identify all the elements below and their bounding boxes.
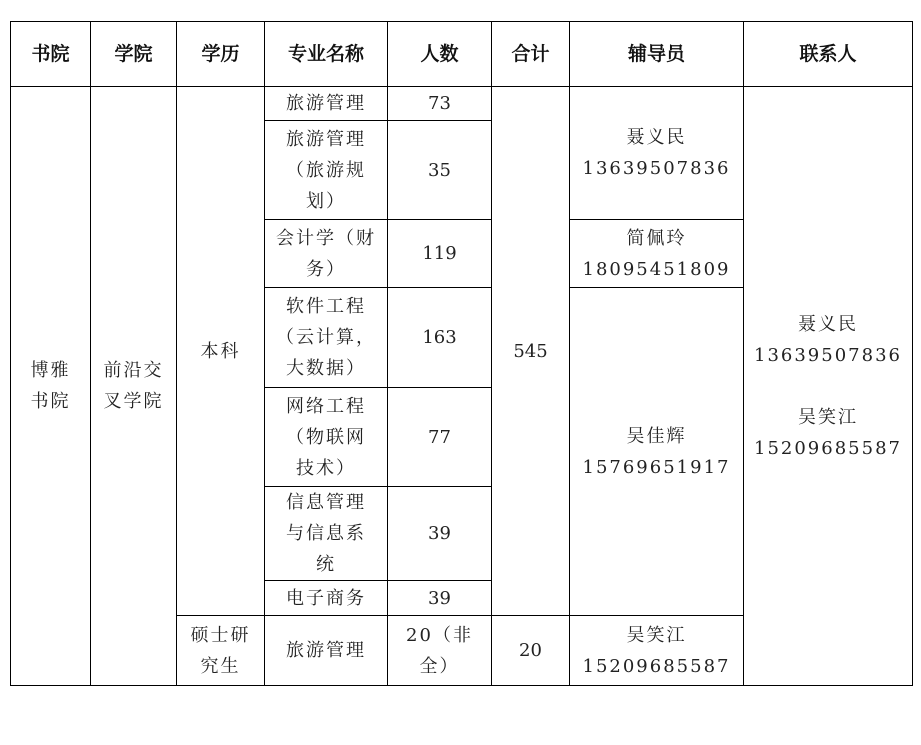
degree-undergrad-cell: 本科 xyxy=(177,87,265,616)
major-cell: 旅游管理 xyxy=(265,87,388,121)
header-count: 人数 xyxy=(388,22,492,87)
total-master-cell: 20 xyxy=(492,616,570,686)
count-cell: 73 xyxy=(388,87,492,121)
contact-spacer xyxy=(744,371,912,402)
contact-cell xyxy=(744,87,913,686)
header-major: 专业名称 xyxy=(265,22,388,87)
counselor-name: 聂义民 xyxy=(626,127,687,148)
contact-phone: 15209685587 xyxy=(754,437,902,459)
count-cell: 119 xyxy=(388,220,492,288)
counselor-phone: 18095451809 xyxy=(582,258,731,280)
count-cell: 20（非 全） xyxy=(388,616,492,686)
counselor-phone: 15209685587 xyxy=(582,655,731,677)
college-line: 博雅 xyxy=(30,360,71,381)
header-degree: 学历 xyxy=(177,22,265,87)
total-undergrad-cell: 545 xyxy=(492,87,570,616)
counselor-cell xyxy=(570,87,744,220)
header-school: 学院 xyxy=(91,22,177,87)
count-cell: 39 xyxy=(388,581,492,616)
count-cell: 39 xyxy=(388,487,492,581)
major-cell: 旅游管理 （旅游规 划） xyxy=(265,121,388,220)
degree-master-cell: 硕士研 究生 xyxy=(177,616,265,686)
major-cell: 信息管理 与信息系 统 xyxy=(265,487,388,581)
counselor-cell xyxy=(570,616,744,686)
school-line: 叉学院 xyxy=(103,391,164,412)
counselor-name: 简佩玲 xyxy=(626,227,687,249)
count-cell: 77 xyxy=(388,388,492,487)
college-cell xyxy=(11,87,91,686)
major-cell: 网络工程 （物联网 技术） xyxy=(265,388,388,487)
header-college: 书院 xyxy=(11,22,91,87)
school-line: 前沿交 xyxy=(103,360,164,381)
major-cell: 电子商务 xyxy=(265,581,388,616)
counselor-phone: 13639507836 xyxy=(582,158,731,179)
major-cell: 旅游管理 xyxy=(265,616,388,686)
counselor-name: 吴佳辉 xyxy=(626,425,687,447)
counselor-name: 吴笑江 xyxy=(626,624,687,646)
header-counselor: 辅导员 xyxy=(570,22,744,87)
school-cell xyxy=(91,87,177,686)
count-cell: 163 xyxy=(388,288,492,388)
major-cell: 会计学（财 务） xyxy=(265,220,388,288)
college-line: 书院 xyxy=(30,391,71,412)
counselor-cell xyxy=(570,288,744,616)
major-cell: 软件工程 （云计算， 大数据） xyxy=(265,288,388,388)
header-contact: 联系人 xyxy=(744,22,913,87)
contact-phone: 13639507836 xyxy=(754,344,902,366)
contact-name: 聂义民 xyxy=(798,313,858,335)
header-row xyxy=(11,22,913,87)
count-cell: 35 xyxy=(388,121,492,220)
table-row xyxy=(11,87,913,121)
counselor-phone: 15769651917 xyxy=(582,456,731,478)
contact-name: 吴笑江 xyxy=(798,406,858,428)
counselor-cell xyxy=(570,220,744,288)
enrollment-table xyxy=(10,21,913,686)
header-total: 合计 xyxy=(492,22,570,87)
